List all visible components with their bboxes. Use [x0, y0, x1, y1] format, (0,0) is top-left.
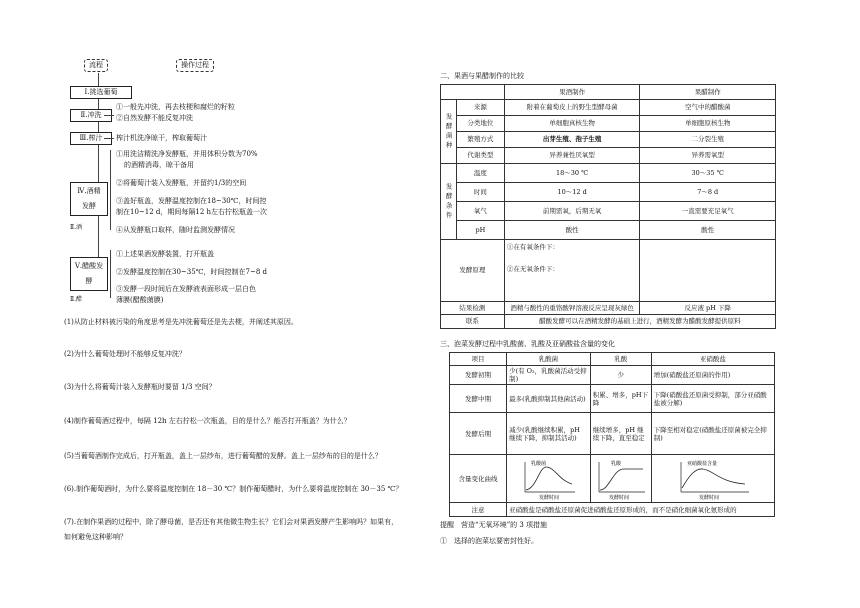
op-acetic-1: ①上述果酒发酵装置，打开瓶盖 — [116, 250, 214, 258]
group-condition: 发酵条件 — [441, 164, 457, 240]
row-key: 发酵原理 — [441, 240, 505, 302]
row-key: 发酵初期 — [450, 366, 507, 385]
cell: 18～30 ℃ — [504, 164, 640, 183]
op-juice: 榨汁机洗净晾干，榨取葡萄汁 — [116, 134, 207, 142]
curve-x-label: 发酵时间 — [608, 494, 629, 500]
cell: 反应液 pH 下降 — [640, 302, 776, 315]
curve-cell-lab — [507, 455, 591, 503]
cell: 酒精与酸性的重铬酸钾溶液反应呈现灰绿色 — [504, 302, 640, 315]
table-row — [441, 116, 776, 132]
step-select-grapes: Ⅰ.挑选葡萄 — [70, 86, 132, 99]
corner-cell — [441, 85, 505, 100]
table-row — [441, 148, 776, 164]
question-1: (1)从防止材料被污染的角度思考是先冲洗葡萄还是先去梗，并阐述其原因。 — [64, 318, 298, 326]
connector-line — [104, 138, 114, 139]
row-key: 分类地位 — [456, 116, 504, 132]
row-key: 温度 — [456, 164, 504, 183]
section2-title: 二、果酒与果醋制作的比较 — [440, 72, 524, 80]
row-key: 时间 — [456, 183, 504, 202]
section3-title: 三、泡菜发酵过程中乳酸菌、乳酸及亚硝酸盐含量的变化 — [440, 340, 615, 348]
cell: 最多(乳酸抑制其他菌活动) — [507, 385, 591, 413]
connector-line — [98, 144, 99, 182]
principle-anaerobic: ②在无氧条件下： — [506, 265, 559, 274]
table-row — [441, 164, 776, 183]
row-key: 繁殖方式 — [456, 132, 504, 148]
op-acetic-2: ②发酵温度控制在30~35℃，时间控制在7~8 d — [116, 268, 267, 276]
tip-item-1: ① 选择的泡菜坛要密封性好。 — [440, 537, 538, 545]
header-lactic: 乳酸 — [590, 353, 651, 366]
row-key: pH — [456, 221, 504, 240]
curve-x-label: 发酵时间 — [539, 494, 560, 500]
cell: 增加(硝酸盐还原菌的作用) — [651, 366, 774, 385]
pickle-table — [449, 352, 775, 517]
row-key: 结果检测 — [441, 302, 505, 315]
row-key: 发酵中期 — [450, 385, 507, 413]
table-row — [450, 366, 775, 385]
row-key: 联系 — [441, 315, 505, 329]
row-key: 注意 — [450, 503, 507, 517]
op-rinse-1: ①一般先冲洗，再去枝梗和腐烂的籽粒 — [116, 103, 235, 111]
curve-line — [526, 467, 572, 490]
op-acetic-3b: 薄膜(醋酸菌膜) — [116, 296, 164, 304]
bracket-line — [110, 150, 111, 230]
step-juice: Ⅲ.榨汁 — [70, 132, 112, 145]
tip-heading: 提醒 营造“无氧环境”的 3 项措施 — [440, 521, 548, 529]
comparison-table — [440, 84, 776, 329]
table-row — [441, 132, 776, 148]
curve-nitrite-chart — [673, 458, 753, 500]
cell: 二分裂生殖 — [640, 132, 776, 148]
table-row — [450, 413, 775, 455]
principle-vinegar-cell — [640, 240, 776, 302]
op-alcohol-1b: 的酒精消毒，晾干备用 — [124, 161, 194, 169]
principle-cell — [504, 240, 640, 302]
group-microbe: 发酵菌种 — [441, 100, 457, 164]
table-row — [441, 183, 776, 202]
header-vinegar: 果醋制作 — [640, 85, 776, 100]
cell: 酸性 — [504, 221, 640, 240]
cell: 少(有 O₂，乳酸菌活动受抑制) — [507, 366, 591, 385]
curve-cell-lactic — [590, 455, 651, 503]
table-header-row — [450, 353, 775, 366]
table-row — [441, 240, 776, 302]
question-5: (5)当葡萄酒制作完成后，打开瓶盖，盖上一层纱布，进行葡萄醋的发酵。盖上一层纱布的目的是什么？ — [64, 452, 382, 460]
cell: 醋酸发酵可以在酒精发酵的基础上进行，酒精发酵为醋酸发酵提供原料 — [504, 315, 775, 329]
branch-wine-label: Ⅱ.酒 — [70, 224, 82, 231]
cell: 积累、增多，pH下降 — [590, 385, 651, 413]
connector-line — [98, 214, 99, 258]
cell: 单细胞原核生物 — [640, 116, 776, 132]
cell: 异养需氧型 — [640, 148, 776, 164]
op-alcohol-2: ②将葡萄汁装入发酵瓶，并留约1/3的空间 — [116, 179, 247, 187]
op-alcohol-1: ①用洗洁精洗净发酵瓶，并用体积分数为70% — [116, 150, 258, 158]
curve-line — [682, 469, 745, 488]
table-row — [441, 315, 776, 329]
table-row — [441, 221, 776, 240]
op-rinse-2: ②自然发酵不能反复冲洗 — [116, 114, 193, 122]
cell: 酸性 — [640, 221, 776, 240]
row-key: 来源 — [456, 100, 504, 116]
table-row — [450, 385, 775, 413]
cell: 前期需氧，后期无氧 — [504, 202, 640, 221]
cell: 继续增多，pH 继续下降，直至稳定 — [590, 413, 651, 455]
branch-vinegar-label: Ⅱ.醋 — [70, 296, 82, 303]
cell: 空气中的醋酸菌 — [640, 100, 776, 116]
op-alcohol-3: ③盖好瓶盖，发酵温度控制在18~30℃，时间控 — [116, 197, 267, 205]
row-key: 代谢类型 — [456, 148, 504, 164]
curve-title: 乳酸 — [610, 460, 621, 467]
question-7: (7).在制作果酒的过程中，除了酵母菌，是否还有其他微生物生长？它们会对果酒发酵产生影响吗？如果有， — [64, 518, 399, 526]
cell: 7～8 d — [640, 183, 776, 202]
cell: 少 — [590, 366, 651, 385]
question-2: (2)为什么葡萄处理时不能够反复冲洗？ — [64, 350, 186, 358]
step-rinse: Ⅱ.冲洗 — [70, 109, 112, 122]
bracket-line — [110, 250, 111, 298]
header-nitrite: 亚硝酸盐 — [651, 353, 774, 366]
table-row — [441, 302, 776, 315]
row-key: 氧气 — [456, 202, 504, 221]
cell: 下降至相对稳定(硝酸盐还原菌被完全抑制) — [651, 413, 774, 455]
curve-lactic-chart — [593, 458, 649, 500]
curve-line — [600, 469, 643, 490]
curve-title: 乳酸菌 — [531, 460, 547, 467]
op-alcohol-4: ④从发酵瓶口取样，随时监测发酵情况 — [116, 226, 235, 234]
connector-line — [104, 115, 114, 116]
header-lab: 乳酸菌 — [507, 353, 591, 366]
step-acetic-fermentation: Ⅴ.醋酸发酵 — [70, 257, 108, 291]
question-4: (4)制作葡萄酒过程中，每隔 12h 左右拧松一次瓶盖，目的是什么？能否打开瓶盖？为什么？ — [64, 417, 351, 425]
cell: 异养兼性厌氧型 — [504, 148, 640, 164]
table-row — [441, 100, 776, 116]
table-header-row — [441, 85, 776, 100]
cell: 附着在葡萄皮上的野生型酵母菌 — [504, 100, 640, 116]
cell: 减少(乳酸继续积累，pH 继续下降，抑制其活动) — [507, 413, 591, 455]
curve-lab-chart — [517, 458, 579, 500]
cell: 一直需要充足氧气 — [640, 202, 776, 221]
table-row — [441, 202, 776, 221]
question-7-cont: 如何避免这种影响？ — [64, 533, 127, 541]
cell: 10～12 d — [504, 183, 640, 202]
step-alcohol-fermentation: Ⅳ.酒精发酵 — [70, 182, 108, 216]
cell: 单细胞真核生物 — [504, 116, 640, 132]
table-row — [450, 503, 775, 517]
header-item: 项目 — [450, 353, 507, 366]
curve-x-label: 发酵时间 — [698, 494, 719, 500]
row-key: 发酵后期 — [450, 413, 507, 455]
curve-title: 亚硝酸盐含量 — [686, 460, 717, 467]
cell: 30～35 ℃ — [640, 164, 776, 183]
header-wine: 果酒制作 — [504, 85, 640, 100]
flow-head-process: 流程 — [84, 59, 108, 72]
principle-aerobic: ①在有氧条件下： — [506, 243, 559, 251]
op-alcohol-3b: 制在10~12 d，期间每隔12 h左右拧松瓶盖一次 — [116, 208, 268, 216]
cell: 亚硝酸盐是硝酸盐还原菌促进硝酸盐还原形成的，而不是硝化细菌氧化氨形成的 — [507, 503, 775, 517]
flow-head-operation: 操作过程 — [176, 59, 214, 72]
table-row — [450, 455, 775, 503]
question-6: (6).制作葡萄酒时，为什么要将温度控制在 18－30 ℃？制作葡萄醋时，为什么要将温度控制在 30－35 ℃？ — [64, 485, 403, 493]
row-key: 含量变化曲线 — [450, 455, 507, 503]
cell: 下降(硝酸盐还原菌受抑制，部分亚硝酸盐被分解) — [651, 385, 774, 413]
op-acetic-3: ③发酵一段时间后在发酵液表面形成一层白色 — [116, 285, 256, 293]
curve-cell-nitrite — [651, 455, 774, 503]
question-3: (3)为什么将葡萄汁装入发酵瓶时要留 1/3 空间？ — [64, 383, 216, 391]
cell: 出芽生殖、孢子生殖 — [504, 132, 640, 148]
